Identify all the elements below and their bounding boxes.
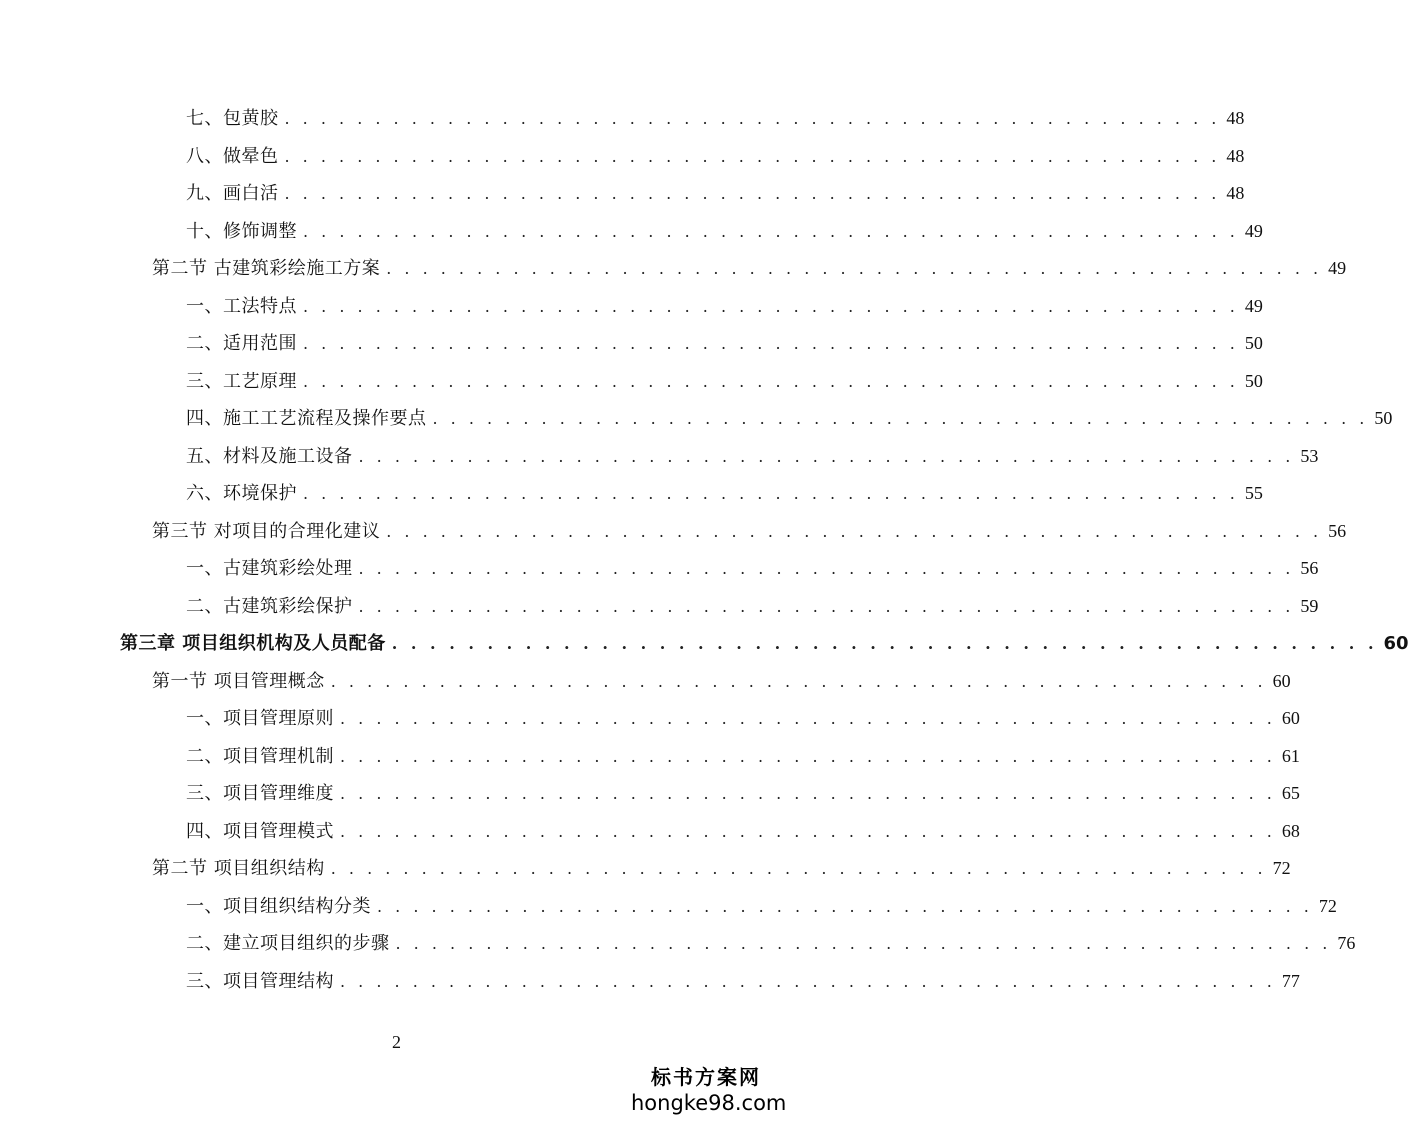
toc-leader-dots: . . . . . . . . . . . . . . . . . . . . . . . . . . . . . . . . . . . . . . . . . . . . . . . . . . . . <box>358 559 1295 578</box>
toc-entry-label: 四、施工工艺流程及操作要点 <box>186 408 427 429</box>
toc-entry-page: 72 <box>1272 858 1291 878</box>
toc-leader-dots: . . . . . . . . . . . . . . . . . . . . . . . . . . . . . . . . . . . . . . . . . . . . . . . . . . . . <box>358 446 1295 466</box>
toc-entry-label: 七、包黄胶 <box>186 108 279 129</box>
toc-leader-dots: . . . . . . . . . . . . . . . . . . . . . . . . . . . . . . . . . . . . . . . . . . . . . . . . . . . . <box>340 709 1276 728</box>
toc-leader-dots: . . . . . . . . . . . . . . . . . . . . . . . . . . . . . . . . . . . . . . . . . . . . . . . . . . . . <box>340 821 1276 841</box>
toc-entry-label: 第三章 项目组织机构及人员配备 <box>120 633 386 654</box>
toc-entry-page: 50 <box>1244 370 1263 391</box>
toc-entry-page: 49 <box>1328 258 1347 278</box>
toc-entry-page: 56 <box>1328 520 1347 541</box>
toc-entry[interactable] <box>186 175 1245 212</box>
toc-entry[interactable] <box>152 663 1291 700</box>
toc-entry-label: 二、古建筑彩绘保护 <box>186 595 353 617</box>
toc-entry-label: 第二节 项目组织结构 <box>152 858 325 879</box>
toc-leader-dots: . . . . . . . . . . . . . . . . . . . . . . . . . . . . . . . . . . . . . . . . . . . . . . . . . . . . <box>330 671 1267 691</box>
toc-entry[interactable] <box>152 850 1291 887</box>
toc-leader-dots: . . . . . . . . . . . . . . . . . . . . . . . . . . . . . . . . . . . . . . . . . . . . . . . . . . . . <box>303 484 1239 503</box>
toc-entry-label: 六、环境保护 <box>186 483 297 504</box>
toc-leader-dots: . . . . . . . . . . . . . . . . . . . . . . . . . . . . . . . . . . . . . . . . . . . . . . . . . . . . <box>284 146 1221 166</box>
toc-entry-page: 50 <box>1374 408 1393 428</box>
toc-entry-label: 第一节 项目管理概念 <box>152 670 325 692</box>
toc-entry-page: 50 <box>1244 333 1263 353</box>
toc-entry-label: 一、古建筑彩绘处理 <box>186 558 353 579</box>
toc-leader-dots: . . . . . . . . . . . . . . . . . . . . . . . . . . . . . . . . . . . . . . . . . . . . . . . . . . . . <box>303 334 1239 353</box>
toc-entry[interactable] <box>120 625 1409 662</box>
toc-entry-page: 77 <box>1281 970 1300 991</box>
toc-entry[interactable] <box>186 138 1245 175</box>
toc-entry[interactable] <box>186 288 1263 325</box>
toc-entry-page: 48 <box>1226 145 1245 166</box>
toc-entry[interactable] <box>186 438 1319 475</box>
toc-entry[interactable] <box>186 325 1263 362</box>
toc-entry-page: 55 <box>1244 483 1263 503</box>
toc-entry-page: 56 <box>1300 558 1319 578</box>
toc-entry-label: 三、工艺原理 <box>186 370 297 392</box>
toc-leader-dots: . . . . . . . . . . . . . . . . . . . . . . . . . . . . . . . . . . . . . . . . . . . . . . . . . . . . <box>386 259 1323 278</box>
toc-entry[interactable] <box>186 363 1263 400</box>
toc-entry-page: 59 <box>1300 595 1319 616</box>
toc-leader-dots: . . . . . . . . . . . . . . . . . . . . . . . . . . . . . . . . . . . . . . . . . . . . . . . . . . . . <box>377 896 1313 916</box>
toc-leader-dots: . . . . . . . . . . . . . . . . . . . . . . . . . . . . . . . . . . . . . . . . . . . . . . . . . . . . <box>395 934 1332 953</box>
toc-entry-page: 60 <box>1383 633 1409 654</box>
toc-entry[interactable] <box>152 513 1347 550</box>
toc-entry-page: 49 <box>1244 220 1263 241</box>
toc-leader-dots: . . . . . . . . . . . . . . . . . . . . . . . . . . . . . . . . . . . . . . . . . . . . . . . . . . . . <box>391 634 1378 653</box>
toc-entry-page: 48 <box>1226 108 1245 128</box>
toc-leader-dots: . . . . . . . . . . . . . . . . . . . . . . . . . . . . . . . . . . . . . . . . . . . . . . . . . . . . <box>303 296 1239 316</box>
toc-entry[interactable] <box>186 475 1263 512</box>
toc-leader-dots: . . . . . . . . . . . . . . . . . . . . . . . . . . . . . . . . . . . . . . . . . . . . . . . . . . . . <box>358 596 1295 616</box>
toc-leader-dots: . . . . . . . . . . . . . . . . . . . . . . . . . . . . . . . . . . . . . . . . . . . . . . . . . . . . <box>340 971 1276 991</box>
toc-entry-label: 第二节 古建筑彩绘施工方案 <box>152 258 381 279</box>
toc-entry-label: 三、项目管理维度 <box>186 783 334 804</box>
toc-entry[interactable] <box>186 213 1263 250</box>
toc-leader-dots: . . . . . . . . . . . . . . . . . . . . . . . . . . . . . . . . . . . . . . . . . . . . . . . . . . . . <box>340 784 1276 803</box>
toc-entry-page: 76 <box>1337 933 1356 953</box>
page-number: 2 <box>392 1032 401 1052</box>
toc-entry[interactable] <box>186 400 1393 437</box>
toc-entry-page: 72 <box>1318 895 1337 916</box>
toc-entry-label: 二、建立项目组织的步骤 <box>186 933 390 954</box>
toc-entry-label: 二、适用范围 <box>186 333 297 354</box>
toc-leader-dots: . . . . . . . . . . . . . . . . . . . . . . . . . . . . . . . . . . . . . . . . . . . . . . . . . . . . <box>330 859 1267 878</box>
toc-entry[interactable] <box>186 963 1300 1000</box>
toc-entry-label: 二、项目管理机制 <box>186 745 334 767</box>
toc-leader-dots: . . . . . . . . . . . . . . . . . . . . . . . . . . . . . . . . . . . . . . . . . . . . . . . . . . . . <box>284 109 1221 128</box>
toc-leader-dots: . . . . . . . . . . . . . . . . . . . . . . . . . . . . . . . . . . . . . . . . . . . . . . . . . . . . <box>284 184 1221 203</box>
toc-entry[interactable] <box>186 738 1300 775</box>
toc-entry[interactable] <box>186 700 1300 737</box>
toc-entry-label: 八、做晕色 <box>186 145 279 167</box>
watermark-url: hongke98.com <box>631 1091 787 1115</box>
watermark-name: 标书方案网 <box>651 1065 761 1089</box>
toc-entry[interactable] <box>152 250 1347 287</box>
toc-entry-page: 49 <box>1244 295 1263 316</box>
toc-entry-page: 68 <box>1281 820 1300 841</box>
toc-leader-dots: . . . . . . . . . . . . . . . . . . . . . . . . . . . . . . . . . . . . . . . . . . . . . . . . . . . . <box>303 371 1239 391</box>
toc-leader-dots: . . . . . . . . . . . . . . . . . . . . . . . . . . . . . . . . . . . . . . . . . . . . . . . . . . . . <box>386 521 1323 541</box>
toc-entry-label: 第三节 对项目的合理化建议 <box>152 520 381 542</box>
toc-entry-page: 61 <box>1281 745 1300 766</box>
toc-entry[interactable] <box>186 588 1319 625</box>
site-watermark <box>631 1064 787 1116</box>
toc-entry-label: 一、项目管理原则 <box>186 708 334 729</box>
toc-entry-label: 一、工法特点 <box>186 295 297 317</box>
toc-entry-page: 48 <box>1226 183 1245 203</box>
toc-leader-dots: . . . . . . . . . . . . . . . . . . . . . . . . . . . . . . . . . . . . . . . . . . . . . . . . . . . . <box>340 746 1276 766</box>
toc-entry-label: 九、画白活 <box>186 183 279 204</box>
toc-entry-label: 三、项目管理结构 <box>186 970 334 992</box>
toc-entry-label: 十、修饰调整 <box>186 220 297 242</box>
toc-entry-label: 五、材料及施工设备 <box>186 445 353 467</box>
toc-entry-page: 60 <box>1281 708 1300 728</box>
toc-entry[interactable] <box>186 888 1337 925</box>
toc-entry[interactable] <box>186 775 1300 812</box>
toc-entry[interactable] <box>186 550 1319 587</box>
toc-leader-dots: . . . . . . . . . . . . . . . . . . . . . . . . . . . . . . . . . . . . . . . . . . . . . . . . . . . . <box>303 221 1239 241</box>
toc-entry[interactable] <box>186 925 1356 962</box>
toc-entry[interactable] <box>186 100 1245 137</box>
toc-entry-page: 60 <box>1272 670 1291 691</box>
toc-entry-page: 65 <box>1281 783 1300 803</box>
toc-leader-dots: . . . . . . . . . . . . . . . . . . . . . . . . . . . . . . . . . . . . . . . . . . . . . . . . . . . . <box>432 409 1369 428</box>
toc-entry-page: 53 <box>1300 445 1319 466</box>
toc-entry[interactable] <box>186 813 1300 850</box>
toc-entry-label: 四、项目管理模式 <box>186 820 334 842</box>
toc-entry-label: 一、项目组织结构分类 <box>186 895 371 917</box>
